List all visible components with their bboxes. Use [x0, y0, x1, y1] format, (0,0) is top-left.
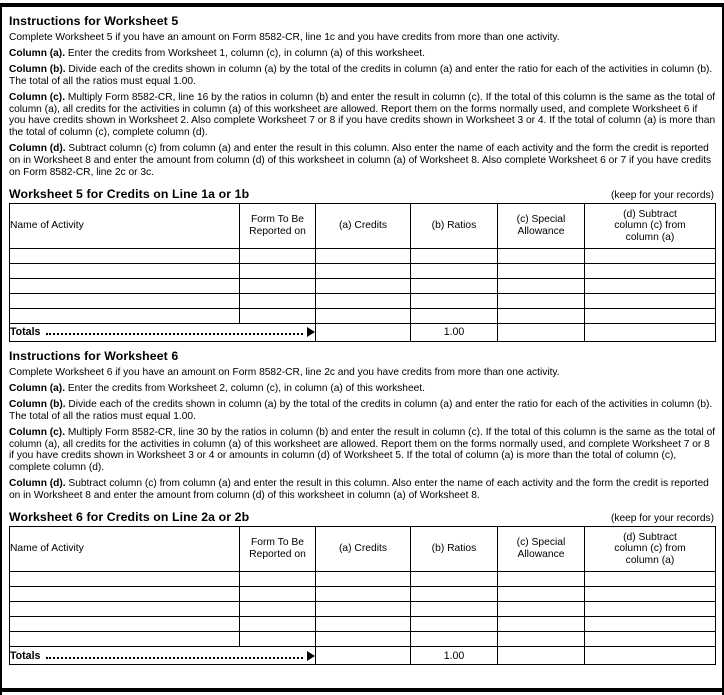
cell-name[interactable] [10, 308, 240, 323]
cell-name[interactable] [10, 617, 240, 632]
cell-name[interactable] [10, 572, 240, 587]
paragraph-text: Subtract column (c) from column (a) and enter the result in this column. Also enter the name of each activity and the form the credit is reported on in Worksheet 8 and enter the amount from column (d) of this worksheet in column (a) of Worksheet 8. Also complete Worksheet 6 or 7 if you have credits on Form 8582-CR, line 2c or 3c. [9, 143, 712, 179]
instructions-heading: Instructions for Worksheet 5 [9, 14, 179, 28]
cell-special-allowance[interactable] [498, 248, 585, 263]
paragraph-lead: Column (b). [9, 398, 66, 410]
cell-name[interactable] [10, 248, 240, 263]
cell-special-allowance[interactable] [498, 278, 585, 293]
cell-subtract[interactable] [585, 248, 716, 263]
header-line-3: column (a) [625, 231, 675, 243]
paragraph-text: Complete Worksheet 6 if you have an amount on Form 8582-CR, line 2c and you have credits from more than one activity. [9, 366, 560, 378]
cell-name[interactable] [10, 278, 240, 293]
cell-form[interactable] [240, 572, 316, 587]
totals-special-allowance[interactable] [498, 647, 585, 665]
cell-credits[interactable] [316, 248, 411, 263]
paragraph-text: Enter the credits from Worksheet 2, column (c), in column (a) of this worksheet. [65, 382, 425, 394]
worksheet-5-table [9, 203, 716, 342]
cell-credits[interactable] [316, 572, 411, 587]
worksheet-title-row [8, 187, 716, 203]
cell-subtract[interactable] [585, 587, 716, 602]
cell-subtract[interactable] [585, 632, 716, 647]
table-header-row [10, 527, 716, 572]
paragraph-text: Divide each of the credits shown in column (a) by the total of the credits in column (a) and enter the ratio for each of the activities in column (b). The total of all the ratios must equal 1.00. [9, 398, 713, 422]
worksheet-6 [8, 510, 716, 665]
paragraph-text: Divide each of the credits shown in column (a) by the total of the credits in column (a) and enter the ratio for each of the activities in column (b). The total of all the ratios must equal 1.00. [9, 63, 713, 87]
column-header-special-allowance [498, 527, 585, 572]
column-header-subtract [585, 203, 716, 248]
instruction-paragraph [9, 48, 716, 60]
cell-form[interactable] [240, 632, 316, 647]
header-line-2: Reported on [249, 225, 306, 237]
column-header-special-allowance [498, 203, 585, 248]
cell-credits[interactable] [316, 632, 411, 647]
cell-form[interactable] [240, 248, 316, 263]
right-triangle-icon [307, 327, 315, 337]
cell-subtract[interactable] [585, 263, 716, 278]
paragraph-lead: Column (d). [9, 143, 66, 155]
cell-ratios[interactable] [411, 587, 498, 602]
table-row[interactable] [10, 602, 716, 617]
cell-form[interactable] [240, 602, 316, 617]
cell-form[interactable] [240, 308, 316, 323]
table-row[interactable] [10, 278, 716, 293]
worksheet-title: Worksheet 6 for Credits on Line 2a or 2b [9, 510, 250, 525]
table-row[interactable] [10, 308, 716, 323]
instruction-paragraph [9, 427, 716, 475]
instructions-worksheet-5 [8, 7, 716, 185]
header-line-2: column (c) from [614, 543, 686, 555]
table-header-row [10, 203, 716, 248]
column-header-credits: (a) Credits [316, 527, 411, 572]
totals-ratios: 1.00 [411, 323, 498, 341]
instructions-heading: Instructions for Worksheet 6 [9, 348, 179, 363]
instruction-paragraph [9, 399, 716, 423]
table-row[interactable] [10, 587, 716, 602]
header-line-1: (c) Special [516, 537, 566, 549]
cell-subtract[interactable] [585, 602, 716, 617]
totals-credits[interactable] [316, 323, 411, 341]
cell-credits[interactable] [316, 308, 411, 323]
cell-form[interactable] [240, 263, 316, 278]
cell-special-allowance[interactable] [498, 293, 585, 308]
worksheet-title: Worksheet 5 for Credits on Line 1a or 1b [9, 186, 250, 201]
cell-credits[interactable] [316, 278, 411, 293]
cell-credits[interactable] [316, 617, 411, 632]
cell-form[interactable] [240, 278, 316, 293]
cell-subtract[interactable] [585, 617, 716, 632]
totals-row [10, 647, 716, 665]
column-header-credits: (a) Credits [316, 203, 411, 248]
totals-credits[interactable] [316, 647, 411, 665]
cell-ratios[interactable] [411, 263, 498, 278]
cell-subtract[interactable] [585, 278, 716, 293]
cell-credits[interactable] [316, 293, 411, 308]
column-header-ratios: (b) Ratios [411, 527, 498, 572]
cell-subtract[interactable] [585, 308, 716, 323]
paragraph-text: Complete Worksheet 5 if you have an amount on Form 8582-CR, line 1c and you have credits from more than one activity. [9, 32, 560, 43]
column-header-name-of-activity: Name of Activity [10, 527, 240, 572]
table-row[interactable] [10, 572, 716, 587]
cell-name[interactable] [10, 263, 240, 278]
header-line-2: Reported on [249, 549, 306, 561]
column-header-form-to-be-reported-on [240, 527, 316, 572]
column-header-form-to-be-reported-on [240, 203, 316, 248]
cell-ratios[interactable] [411, 602, 498, 617]
column-header-subtract [585, 527, 716, 572]
cell-credits[interactable] [316, 587, 411, 602]
cell-form[interactable] [240, 587, 316, 602]
instructions-worksheet-6 [8, 342, 716, 508]
cell-credits[interactable] [316, 263, 411, 278]
cell-form[interactable] [240, 617, 316, 632]
totals-subtract[interactable] [585, 323, 716, 341]
totals-label: Totals [10, 649, 41, 662]
table-row[interactable] [10, 263, 716, 278]
totals-label-cell [10, 647, 316, 665]
table-row[interactable] [10, 293, 716, 308]
keep-for-records-note: (keep for your records) [610, 189, 714, 201]
cell-special-allowance[interactable] [498, 308, 585, 323]
instruction-paragraph [9, 367, 716, 379]
column-header-ratios: (b) Ratios [411, 203, 498, 248]
header-line-1: Form To Be [250, 214, 305, 226]
totals-label: Totals [10, 326, 41, 339]
paragraph-lead: Column (a). [9, 47, 66, 59]
instruction-paragraph [9, 64, 716, 88]
column-header-name-of-activity: Name of Activity [10, 203, 240, 248]
form-page [0, 3, 724, 695]
cell-ratios[interactable] [411, 632, 498, 647]
paragraph-lead: Column (c). [9, 91, 66, 103]
cell-name[interactable] [10, 602, 240, 617]
dot-leader [46, 327, 303, 337]
worksheet-6-table [9, 526, 716, 665]
cell-name[interactable] [10, 587, 240, 602]
cell-special-allowance[interactable] [498, 602, 585, 617]
worksheet-5 [8, 187, 716, 342]
header-line-1: Form To Be [250, 537, 305, 549]
table-row[interactable] [10, 248, 716, 263]
cell-subtract[interactable] [585, 293, 716, 308]
paragraph-lead: Column (d). [9, 478, 66, 490]
cell-name[interactable] [10, 632, 240, 647]
cell-ratios[interactable] [411, 248, 498, 263]
cell-credits[interactable] [316, 602, 411, 617]
cell-subtract[interactable] [585, 572, 716, 587]
instruction-paragraph [9, 32, 716, 44]
instruction-paragraph [9, 478, 716, 502]
dot-leader [46, 651, 303, 661]
totals-subtract[interactable] [585, 647, 716, 665]
table-row[interactable] [10, 617, 716, 632]
cell-ratios[interactable] [411, 278, 498, 293]
header-line-2: Allowance [517, 225, 565, 237]
right-triangle-icon [307, 651, 315, 661]
totals-label-cell [10, 323, 316, 341]
instruction-paragraph [9, 143, 716, 179]
cell-special-allowance[interactable] [498, 263, 585, 278]
cell-ratios[interactable] [411, 572, 498, 587]
paragraph-text: Multiply Form 8582-CR, line 16 by the ratios in column (b) and enter the result in column (c). If the total of this column is the same as the total of column (a), all credits for the activities in column (a) of this worksheet are allowed. Report them on the forms normally used, and complete Worksheet 6 if you have credits shown in Worksheet 2. Also complete Worksheet 7 or 8 if you have credits shown in Worksheet 3 or 4. If the total of column (a) is more than the total of column (c), complete column (d). [9, 91, 716, 139]
paragraph-text: Multiply Form 8582-CR, line 30 by the ratios in column (b) and enter the result in column (c). If the total of this column is the same as the total of column (a), all credits for the activities in column (a) of this worksheet are allowed. Report them on the forms normally used, and complete Worksheet 7 or 8 if you have credits shown in Worksheet 3 or 4 or amounts in column (d) of Worksheet 5. If the total of column (a) is more than the total of column (c), complete column (d). [9, 426, 716, 474]
paragraph-text: Enter the credits from Worksheet 1, column (c), in column (a) of this worksheet. [65, 47, 425, 59]
cell-form[interactable] [240, 293, 316, 308]
totals-ratios: 1.00 [411, 647, 498, 665]
cell-special-allowance[interactable] [498, 572, 585, 587]
keep-for-records-note: (keep for your records) [610, 513, 714, 525]
totals-special-allowance[interactable] [498, 323, 585, 341]
header-line-1: (d) Subtract [623, 531, 677, 543]
header-line-1: (c) Special [516, 214, 566, 226]
page-bottom-rule [2, 688, 722, 692]
cell-special-allowance[interactable] [498, 617, 585, 632]
instruction-paragraph [9, 92, 716, 140]
cell-ratios[interactable] [411, 617, 498, 632]
paragraph-lead: Column (a). [9, 382, 66, 394]
header-line-2: Allowance [517, 549, 565, 561]
cell-special-allowance[interactable] [498, 587, 585, 602]
cell-ratios[interactable] [411, 293, 498, 308]
totals-row [10, 323, 716, 341]
worksheet-title-row [8, 510, 716, 526]
table-row[interactable] [10, 632, 716, 647]
paragraph-text: Subtract column (c) from column (a) and enter the result in this column. Also enter the name of each activity and the form the credit is reported on in Worksheet 8 and enter the amount from column (d) of this worksheet in column (a) of Worksheet 8. [9, 478, 709, 502]
cell-special-allowance[interactable] [498, 632, 585, 647]
header-line-3: column (a) [625, 554, 675, 566]
cell-ratios[interactable] [411, 308, 498, 323]
header-line-1: (d) Subtract [623, 208, 677, 220]
header-line-2: column (c) from [614, 220, 686, 232]
paragraph-lead: Column (c). [9, 426, 66, 438]
cell-name[interactable] [10, 293, 240, 308]
instruction-paragraph [9, 383, 716, 395]
paragraph-lead: Column (b). [9, 63, 66, 75]
